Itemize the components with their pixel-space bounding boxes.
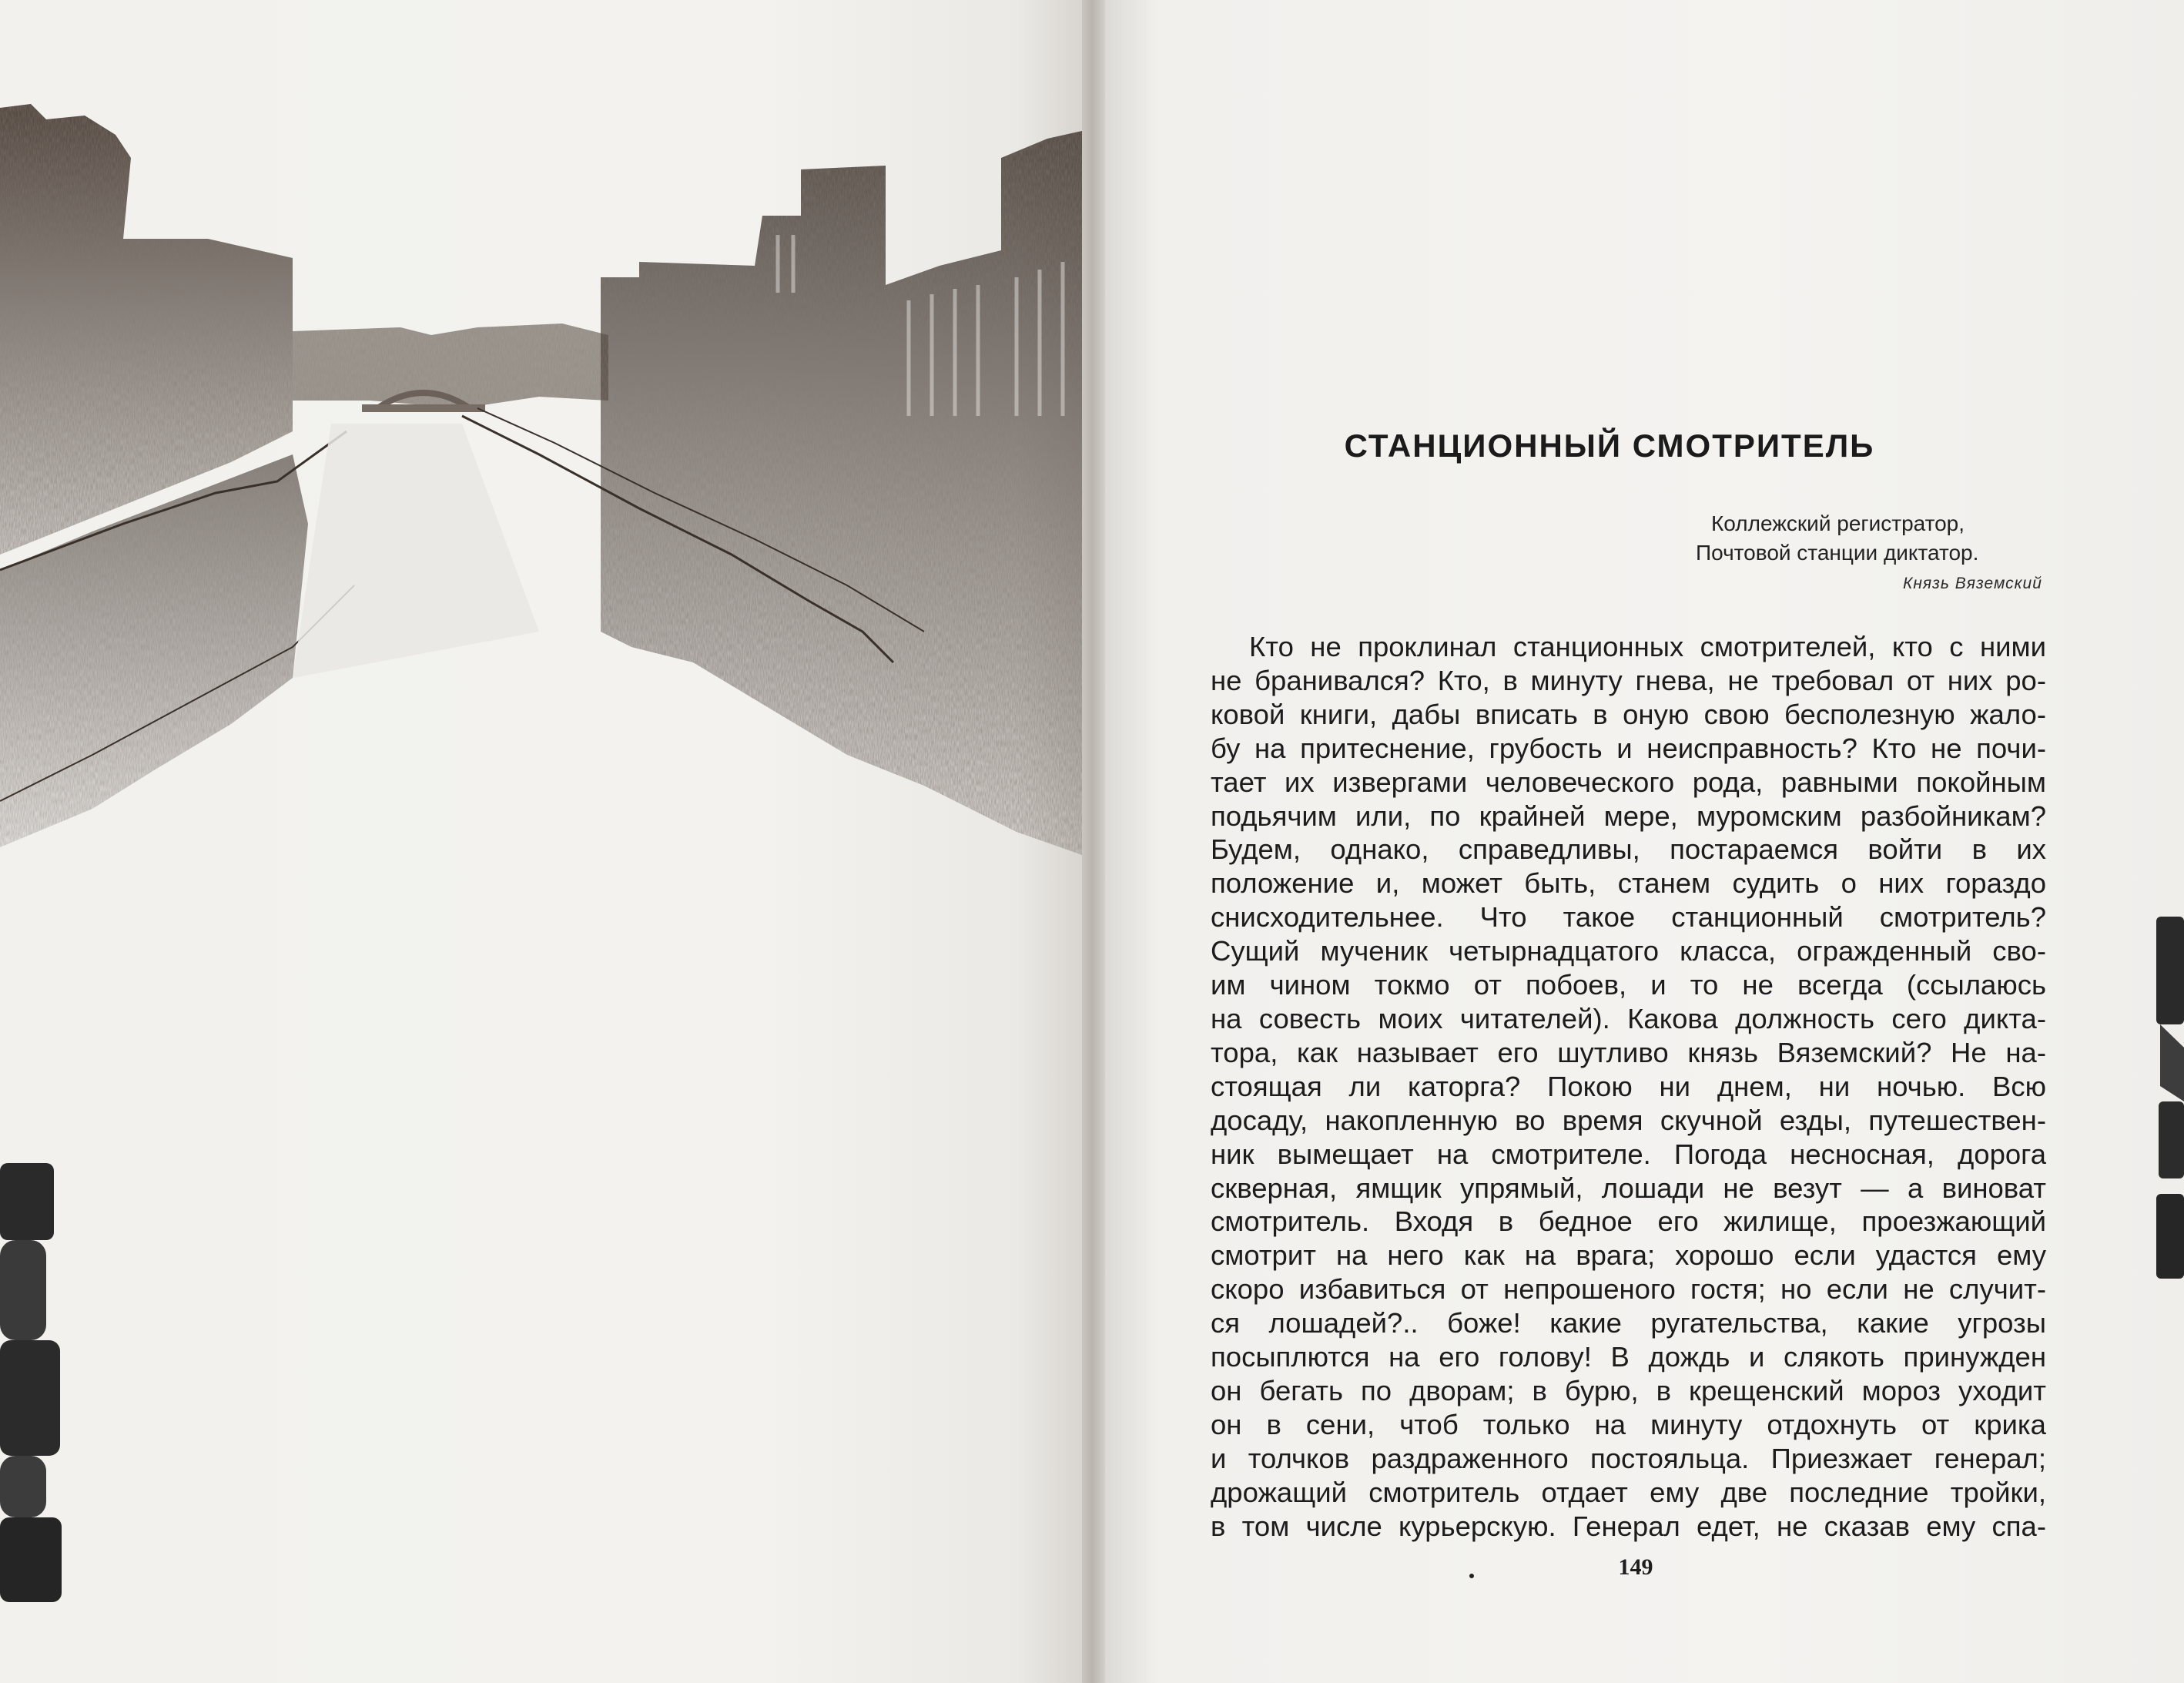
text-line: стоящая ли каторга? Покою ни днем, ни ночью. Всю	[1211, 1070, 2046, 1102]
text-line: на совесть моих читателей). Какова должность сего дикта-	[1211, 1002, 2046, 1034]
text-line: снисходительнее. Что такое станционный смотритель?	[1211, 901, 2046, 934]
text-line: не бранивался? Кто, в минуту гнева, не требовал от них ро-	[1211, 664, 2046, 696]
right-buildings	[601, 131, 1082, 855]
binder-clip-right	[2152, 917, 2184, 1279]
text-line: скоро избавиться от непрошеного гостя; но если не случит-	[1211, 1273, 2046, 1306]
text-line: в том числе курьерскую. Генерал едет, не сказав ему спа-	[1211, 1510, 2046, 1542]
text-line: и толчков раздраженного постояльца. Приезжает генерал;	[1211, 1442, 2046, 1474]
text-line: тает их извергами человеческого рода, равными покойным	[1211, 766, 2046, 798]
body-text	[1211, 630, 2046, 1543]
print-mark	[1469, 1574, 1474, 1578]
text-line: положение и, может быть, станем судить о них гораздо	[1211, 867, 2046, 900]
text-line: скверная, ямщик упрямый, лошади не везут — а виноват	[1211, 1172, 2046, 1204]
story-title: СТАНЦИОННЫЙ СМОТРИТЕЛЬ	[1344, 427, 1875, 464]
water-surface	[293, 424, 539, 678]
text-line: посыплются на его голову! В дождь и слякоть принужден	[1211, 1341, 2046, 1373]
text-line: досаду, накопленную во время скучной езды, путешествен-	[1211, 1104, 2046, 1136]
canal-etching-illustration	[0, 92, 1082, 863]
text-line: ковой книги, дабы вписать в оную свою бесполезную жало-	[1211, 698, 2046, 730]
binder-clip-left	[0, 1155, 69, 1610]
text-line: смотрит на него как на врага; хорошо если удастся ему	[1211, 1239, 2046, 1272]
text-line: бу на притеснение, грубость и неисправность? Кто не почи-	[1211, 732, 2046, 764]
text-line: ся лошадей?.. боже! какие ругательства, какие угрозы	[1211, 1307, 2046, 1339]
epigraph-line: Коллежский регистратор,	[1711, 511, 1965, 535]
left-buildings	[0, 104, 308, 847]
epigraph-author: Князь Вяземский	[1903, 575, 2042, 592]
text-line: ник вымещает на смотрителе. Погода несносная, дорога	[1211, 1138, 2046, 1170]
epigraph-line: Почтовой станции диктатор.	[1696, 541, 1979, 565]
page-number: 149	[1618, 1554, 1653, 1580]
text-line: подьячим или, по крайней мере, муромским разбойникам?	[1211, 800, 2046, 832]
text-line: он в сени, чтоб только на минуту отдохнуть от крика	[1211, 1408, 2046, 1440]
text-line: тора, как называет его шутливо князь Вяземский? Не на-	[1211, 1036, 2046, 1068]
text-line: Кто не проклинал станционных смотрителей, кто с ними	[1249, 631, 2046, 662]
text-line: им чином токмо от побоев, и то не всегда (ссылаюсь	[1211, 969, 2046, 1001]
left-page	[0, 0, 1082, 1683]
text-line: он бегать по дворам; в бурю, в крещенский мороз уходит	[1211, 1374, 2046, 1406]
text-line: дрожащий смотритель отдает ему две последние тройки,	[1211, 1476, 2046, 1508]
distant-buildings	[293, 324, 608, 412]
text-line: смотритель. Входя в бедное его жилище, проезжающий	[1211, 1205, 2046, 1238]
text-line: Сущий мученик четырнадцатого класса, огражденный сво-	[1211, 935, 2046, 967]
book-gutter	[1082, 0, 1105, 1683]
text-line: Будем, однако, справедливы, постараемся войти в их	[1211, 833, 2046, 866]
